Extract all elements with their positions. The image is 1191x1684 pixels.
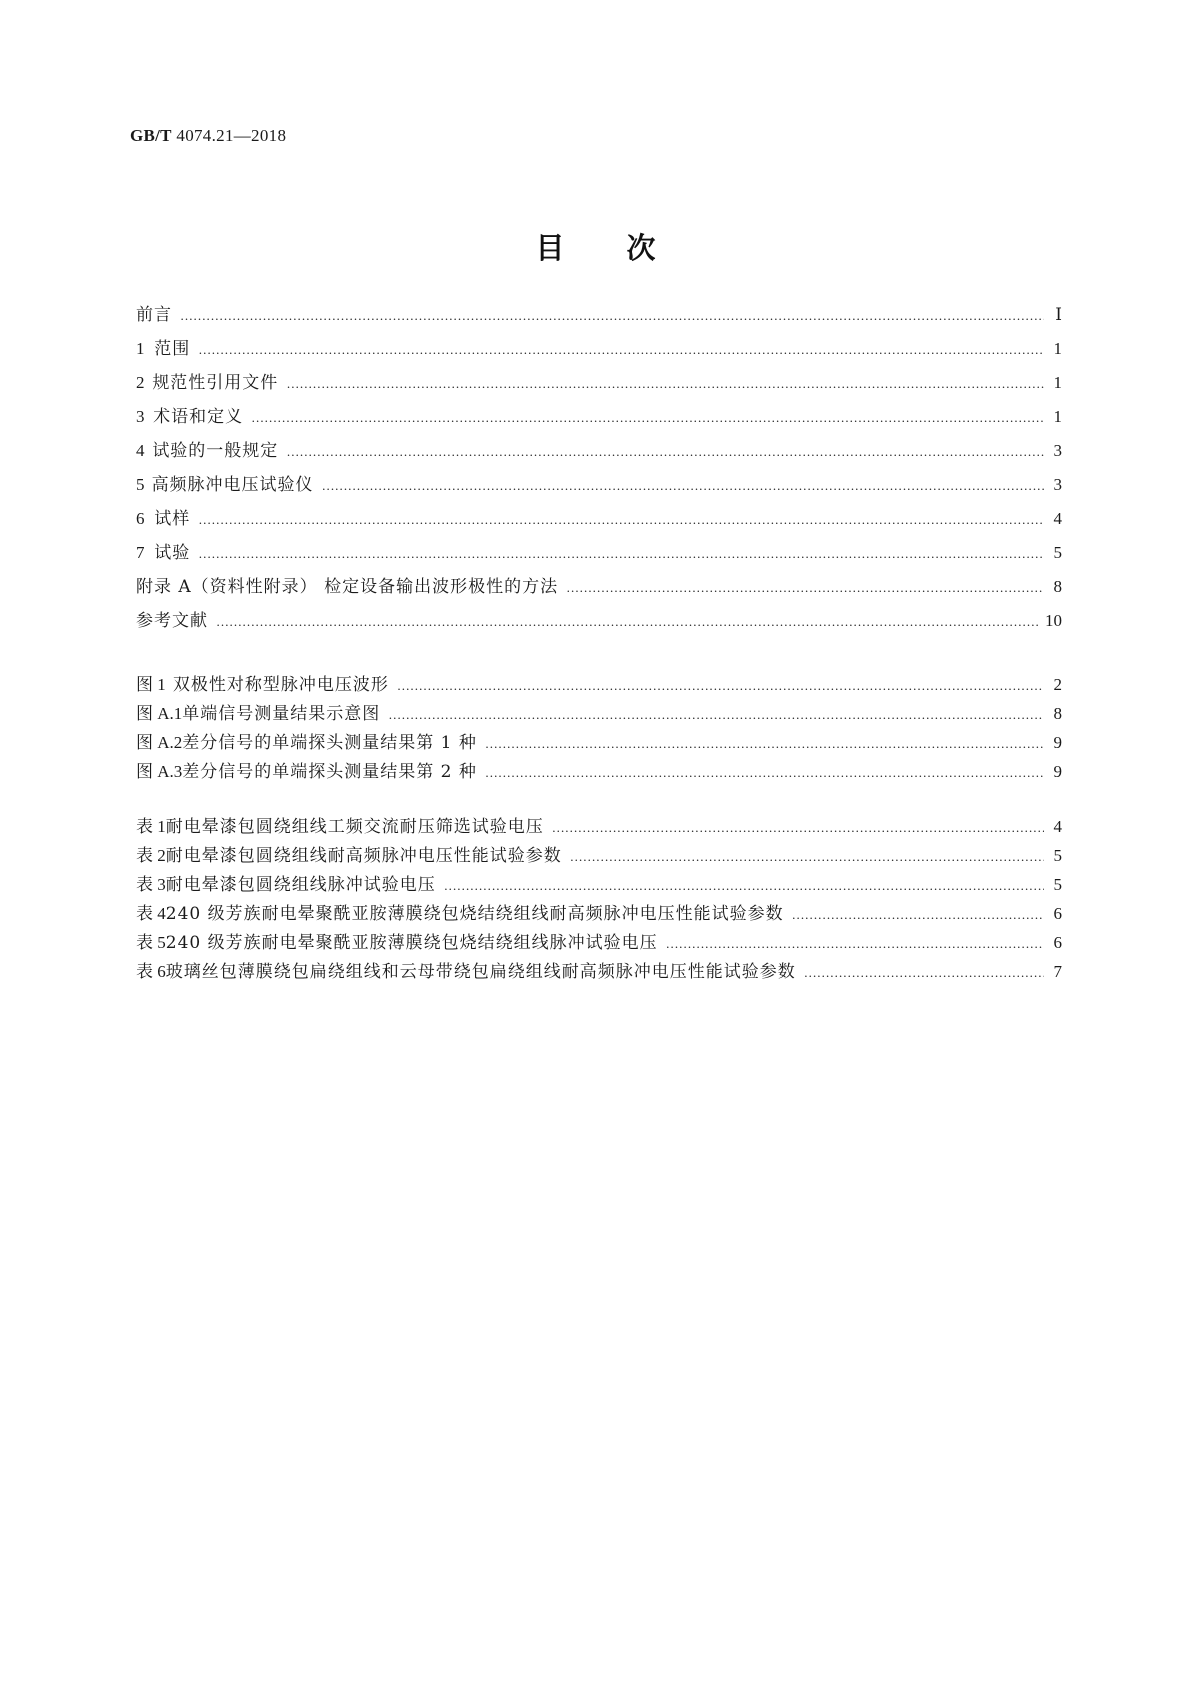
toc-table-entry[interactable] (136, 957, 1062, 986)
toc-entry-number: 表 2 (136, 846, 166, 865)
standard-number: 4074.21—2018 (176, 126, 287, 145)
toc-entry-title: 范围 (154, 339, 191, 359)
toc-entry-page-number: 4 (1053, 817, 1062, 836)
toc-entry-number: 图 A.1 (136, 704, 183, 723)
toc-entry-title: 差分信号的单端探头测量结果第 2 种 (182, 762, 477, 782)
dot-leader (397, 678, 1044, 694)
toc-entry-title: 试样 (154, 509, 191, 529)
toc-entry-number: 表 4 (136, 904, 166, 923)
toc-entry[interactable] (136, 334, 1062, 368)
dot-leader (216, 614, 1039, 630)
toc-entry-page-number: 5 (1053, 846, 1062, 865)
toc-entry-page-number: Ⅰ (1055, 305, 1062, 324)
toc-entry[interactable] (136, 606, 1062, 640)
toc-entry-title: 高频脉冲电压试验仪 (151, 475, 314, 495)
dot-leader (485, 736, 1044, 752)
dot-leader (444, 878, 1044, 894)
toc-figure-entry[interactable] (136, 670, 1062, 699)
toc-entry-number: 表 3 (136, 875, 166, 894)
toc-table-entry[interactable] (136, 870, 1062, 899)
toc-entry[interactable] (136, 538, 1062, 572)
dot-leader (792, 907, 1044, 923)
toc-entry-number: 7 (136, 543, 145, 562)
toc-entry-number: 1 (136, 339, 145, 358)
toc-entry-title: 试验的一般规定 (152, 441, 279, 461)
toc-figure-entry[interactable] (136, 757, 1062, 786)
toc-figure-entry[interactable] (136, 728, 1062, 757)
toc-entry-page-number: 10 (1045, 611, 1062, 630)
toc-entry[interactable] (136, 402, 1062, 436)
toc-entry-page-number: 6 (1053, 933, 1062, 952)
dot-leader (552, 820, 1044, 836)
dot-leader (286, 444, 1044, 460)
page-title: 目次 (535, 231, 718, 265)
toc-entry-number: 图 A.3 (136, 762, 183, 781)
toc-entry-number: 5 (136, 475, 145, 494)
toc-entry-number: 表 6 (136, 962, 166, 981)
toc-entry-title: 规范性引用文件 (152, 373, 279, 393)
toc-entry-title: 参考文献 (136, 611, 208, 631)
toc-entry-title: 单端信号测量结果示意图 (182, 704, 381, 724)
toc-entry-number: 表 1 (136, 817, 166, 836)
toc-entry-page-number: 1 (1053, 407, 1062, 426)
toc-entry-page-number: 3 (1053, 441, 1062, 460)
toc-entry-title: 耐电晕漆包圆绕组线脉冲试验电压 (165, 875, 436, 895)
toc-entry-page-number: 7 (1053, 962, 1062, 981)
document-code (130, 126, 286, 146)
toc-entry[interactable] (136, 470, 1062, 504)
dot-leader (485, 765, 1044, 781)
toc-entry-page-number: 4 (1053, 509, 1062, 528)
toc-tables-section (136, 812, 1062, 986)
toc-entry-page-number: 5 (1053, 543, 1062, 562)
toc-entry-page-number: 8 (1053, 577, 1062, 596)
toc-entry-title: 试验 (154, 543, 191, 563)
toc-entry[interactable] (136, 300, 1062, 334)
toc-entry-title: 玻璃丝包薄膜绕包扁绕组线和云母带绕包扁绕组线耐高频脉冲电压性能试验参数 (165, 962, 796, 982)
toc-entry-title: 240 级芳族耐电晕聚酰亚胺薄膜绕包烧结绕组线脉冲试验电压 (165, 933, 658, 953)
toc-entry[interactable] (136, 504, 1062, 538)
toc-entry-title: 附录 A（资料性附录） 检定设备输出波形极性的方法 (136, 577, 559, 597)
dot-leader (198, 546, 1044, 562)
toc-entry-title: 前言 (136, 305, 172, 325)
toc-figures-section (136, 670, 1062, 786)
toc-entry[interactable] (136, 436, 1062, 470)
standard-prefix: GB/T (130, 126, 172, 145)
dot-leader (251, 410, 1044, 426)
dot-leader (180, 308, 1044, 324)
dot-leader (286, 376, 1044, 392)
toc-entry-page-number: 1 (1053, 339, 1062, 358)
toc-entry[interactable] (136, 572, 1062, 606)
dot-leader (198, 342, 1044, 358)
toc-entry-number: 图 A.2 (136, 733, 183, 752)
toc-table-entry[interactable] (136, 841, 1062, 870)
toc-table-entry[interactable] (136, 812, 1062, 841)
toc-figure-entry[interactable] (136, 699, 1062, 728)
toc-entry-page-number: 9 (1053, 733, 1062, 752)
dot-leader (388, 707, 1044, 723)
toc-entry-page-number: 2 (1053, 675, 1062, 694)
toc-entry-number: 图 1 (136, 675, 166, 694)
toc-entry-page-number: 1 (1053, 373, 1062, 392)
toc-entry-number: 3 (136, 407, 145, 426)
toc-entry-number: 表 5 (136, 933, 166, 952)
toc-entry-page-number: 9 (1053, 762, 1062, 781)
toc-table-entry[interactable] (136, 899, 1062, 928)
toc-main-section (136, 300, 1062, 640)
toc-entry-page-number: 3 (1053, 475, 1062, 494)
dot-leader (570, 849, 1044, 865)
toc-entry-number: 4 (136, 441, 145, 460)
toc-entry-page-number: 5 (1053, 875, 1062, 894)
toc-entry-number: 6 (136, 509, 145, 528)
dot-leader (804, 965, 1044, 981)
toc-entry-title: 耐电晕漆包圆绕组线工频交流耐压筛选试验电压 (165, 817, 544, 837)
toc-entry-title: 耐电晕漆包圆绕组线耐高频脉冲电压性能试验参数 (165, 846, 562, 866)
dot-leader (666, 936, 1044, 952)
toc-entry-title: 240 级芳族耐电晕聚酰亚胺薄膜绕包烧结绕组线耐高频脉冲电压性能试验参数 (165, 904, 784, 924)
toc-entry-number: 2 (136, 373, 145, 392)
toc-table-entry[interactable] (136, 928, 1062, 957)
dot-leader (566, 580, 1044, 596)
toc-entry-page-number: 8 (1053, 704, 1062, 723)
toc-entry-page-number: 6 (1053, 904, 1062, 923)
toc-entry-title: 术语和定义 (153, 407, 244, 427)
toc-entry[interactable] (136, 368, 1062, 402)
toc-entry-title: 差分信号的单端探头测量结果第 1 种 (182, 733, 477, 753)
toc-entry-title: 双极性对称型脉冲电压波形 (172, 675, 389, 695)
dot-leader (322, 478, 1044, 494)
dot-leader (198, 512, 1044, 528)
